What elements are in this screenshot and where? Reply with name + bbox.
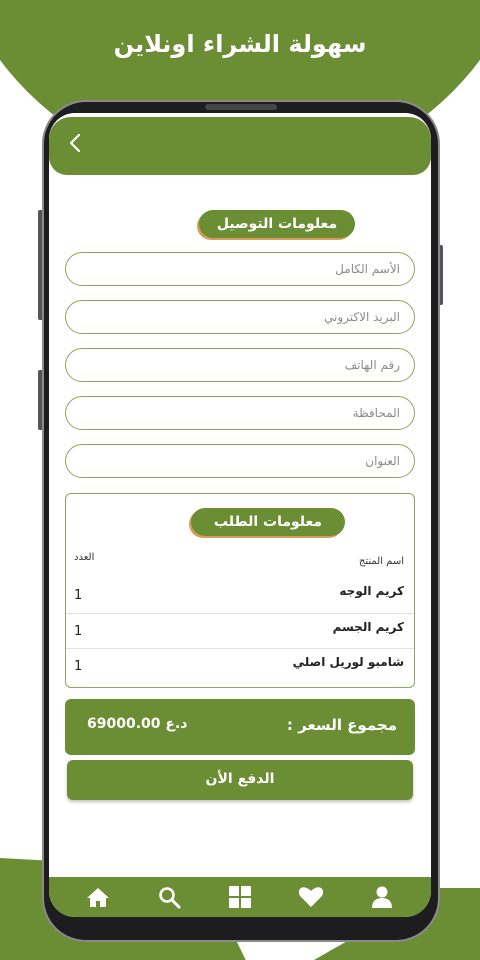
shipping-section-title: معلومات التوصيل bbox=[199, 210, 355, 238]
pay-now-button[interactable]: الدفع الأن bbox=[67, 760, 413, 800]
order-info-box bbox=[65, 493, 415, 688]
product-name: شامبو لوريل اصلي bbox=[292, 655, 404, 669]
grid-icon[interactable] bbox=[227, 884, 253, 910]
table-row bbox=[66, 578, 414, 613]
governorate-field[interactable]: المحافظة bbox=[65, 396, 415, 430]
back-arrow-icon[interactable] bbox=[63, 131, 87, 155]
order-section-title: معلومات الطلب bbox=[191, 508, 345, 536]
product-qty: 1 bbox=[74, 659, 83, 674]
total-value: 69000.00 د.ع bbox=[87, 716, 188, 732]
home-icon[interactable] bbox=[85, 884, 111, 910]
total-label: مجموع السعر : bbox=[286, 716, 397, 734]
address-field[interactable]: العنوان bbox=[65, 444, 415, 478]
email-field[interactable]: البريد الاكتروني bbox=[65, 300, 415, 334]
product-name: كريم الجسم bbox=[332, 620, 404, 634]
search-icon[interactable] bbox=[156, 884, 182, 910]
table-row bbox=[66, 648, 414, 683]
bottom-nav bbox=[49, 877, 431, 917]
full-name-field[interactable]: الأسم الكامل bbox=[65, 252, 415, 286]
app-screen bbox=[49, 113, 431, 917]
heart-icon[interactable] bbox=[298, 884, 324, 910]
app-header bbox=[49, 117, 431, 175]
phone-speaker bbox=[205, 104, 277, 110]
table-row bbox=[66, 613, 414, 648]
column-header-qty: العدد bbox=[74, 552, 95, 563]
product-name: كريم الوجه bbox=[339, 584, 404, 598]
product-qty: 1 bbox=[74, 588, 83, 603]
promo-title: سهولة الشراء اونلاين bbox=[113, 30, 367, 58]
user-icon[interactable] bbox=[369, 884, 395, 910]
column-header-product: اسم المنتج bbox=[358, 556, 404, 567]
total-price-bar bbox=[65, 699, 415, 755]
phone-field[interactable]: رقم الهاتف bbox=[65, 348, 415, 382]
product-qty: 1 bbox=[74, 624, 83, 639]
